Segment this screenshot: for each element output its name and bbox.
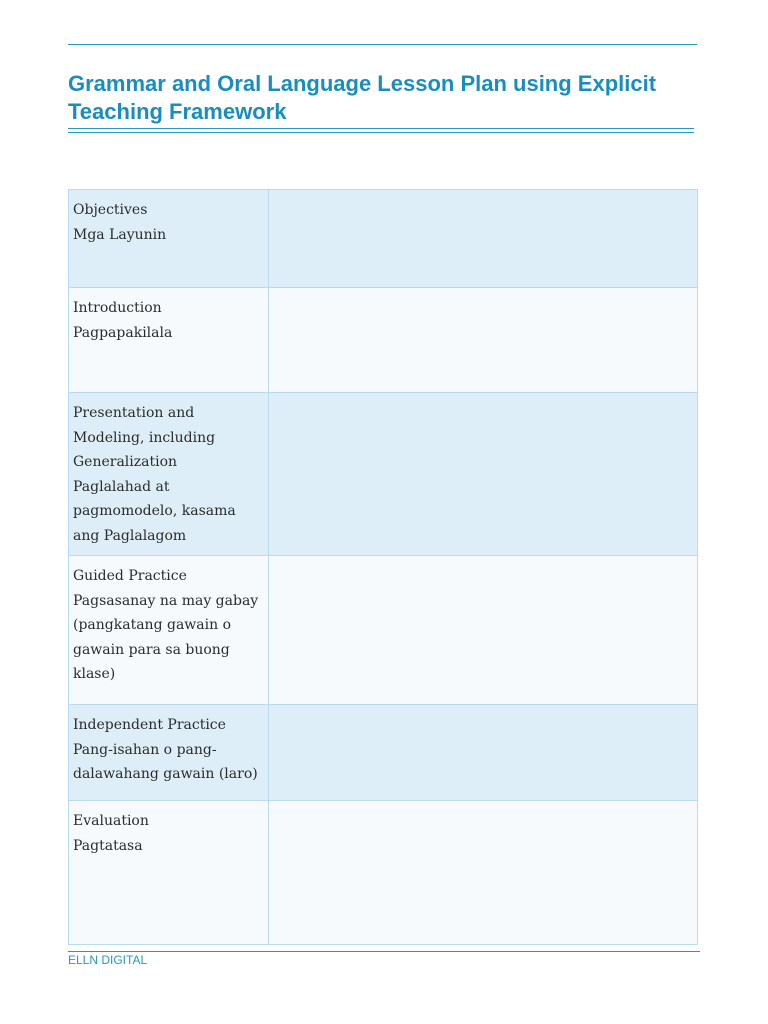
row-label-english: Objectives bbox=[73, 202, 148, 218]
table-row-presentation bbox=[69, 393, 698, 556]
row-label-english: Introduction bbox=[73, 300, 162, 316]
row-label-cell bbox=[69, 190, 269, 288]
row-label-filipino: Paglalahad at pagmomodelo, kasama ang Paglalagom bbox=[73, 478, 236, 544]
row-content-cell[interactable] bbox=[269, 190, 698, 288]
row-label-english: Presentation and Modeling, including Generalization bbox=[73, 405, 216, 470]
row-label-cell bbox=[69, 556, 269, 705]
row-label-english: Independent Practice bbox=[73, 717, 226, 733]
row-label-cell bbox=[69, 705, 269, 801]
row-label-cell bbox=[69, 393, 269, 556]
row-content-cell[interactable] bbox=[269, 705, 698, 801]
row-label-filipino: Pagsasanay na may gabay (pangkatang gawain o gawain para sa buong klase) bbox=[73, 592, 259, 682]
table-row-introduction bbox=[69, 288, 698, 393]
table-row-guided-practice bbox=[69, 556, 698, 705]
row-label-cell bbox=[69, 801, 269, 945]
table-row-objectives bbox=[69, 190, 698, 288]
row-label-english: Evaluation bbox=[73, 813, 149, 829]
row-label-english: Guided Practice bbox=[73, 568, 187, 584]
table-row-independent-practice bbox=[69, 705, 698, 801]
footer-label: ELLN DIGITAL bbox=[68, 953, 148, 967]
row-content-cell[interactable] bbox=[269, 556, 698, 705]
row-content-cell[interactable] bbox=[269, 288, 698, 393]
document-title: Grammar and Oral Language Lesson Plan using Explicit Teaching Framework bbox=[68, 71, 657, 124]
top-divider bbox=[68, 44, 697, 45]
row-label-filipino: Pagtatasa bbox=[73, 837, 143, 854]
row-label-cell bbox=[69, 288, 269, 393]
row-content-cell[interactable] bbox=[269, 801, 698, 945]
footer-divider bbox=[68, 951, 700, 952]
row-label-filipino: Mga Layunin bbox=[73, 226, 167, 243]
lesson-plan-table bbox=[68, 189, 698, 945]
row-label-filipino: Pang-isahan o pang-dalawahang gawain (laro) bbox=[73, 741, 258, 782]
row-content-cell[interactable] bbox=[269, 393, 698, 556]
table-row-evaluation bbox=[69, 801, 698, 945]
row-label-filipino: Pagpapakilala bbox=[73, 324, 173, 341]
title-underline bbox=[68, 128, 694, 133]
